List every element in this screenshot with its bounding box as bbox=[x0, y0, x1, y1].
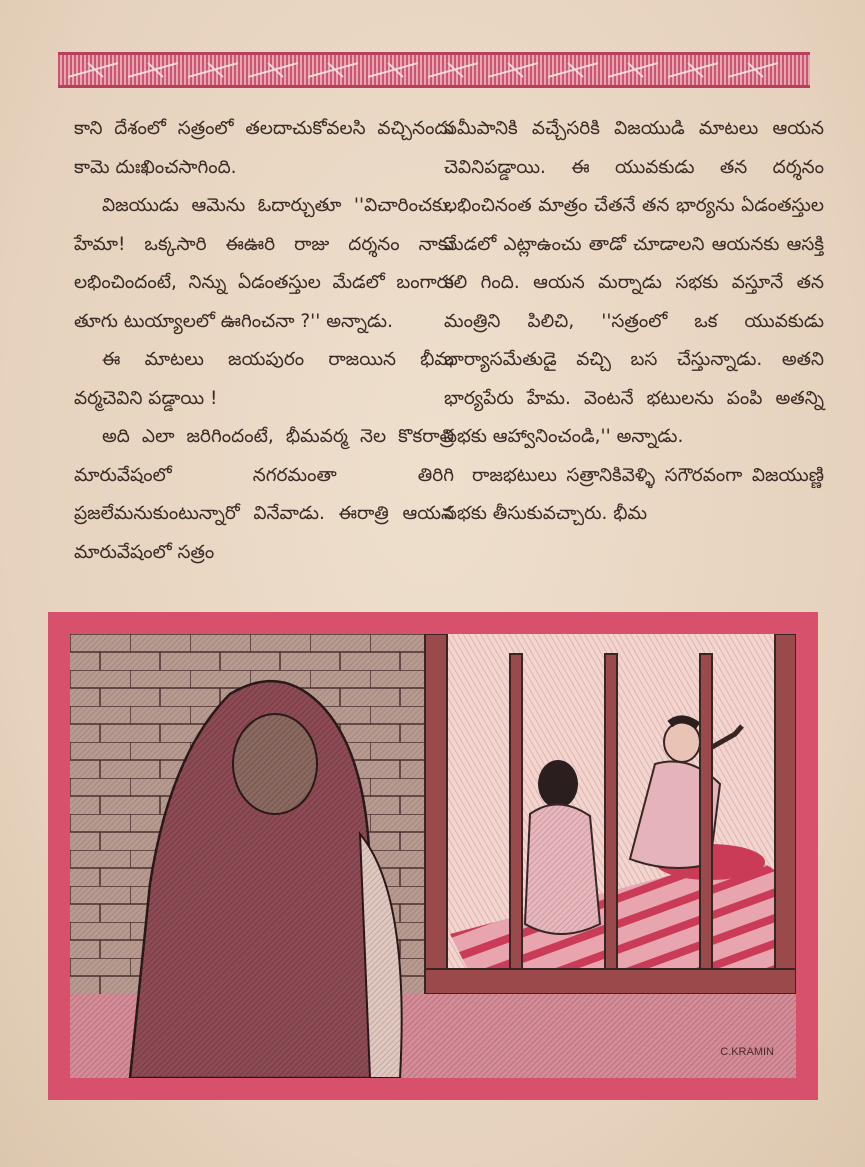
paragraph: విజయుడు ఆమెను ఓదార్చుతూ ''విచారించకు, హేమా! ఒక్కసారి ఈఊరి రాజు దర్శనం నాకు లభించిందంటే, నిన్ను ఏడంతస్తుల మేడలో బంగారు తూగు టుయ్యాలలో ఊగించనా ?'' అన్నాడు. bbox=[74, 195, 454, 332]
artist-signature: C.KRAMIN bbox=[720, 1046, 774, 1058]
text-column-right bbox=[444, 110, 824, 534]
paragraph: ఈ మాటలు జయపురం రాజయిన భీమ వర్మచెవిని పడ్డాయి ! bbox=[74, 349, 454, 409]
text-column-left bbox=[74, 110, 454, 572]
paragraph: అది ఎలా జరిగిందంటే, భీమవర్మ నెల కొకరాత్రి మారువేషంలో నగరమంతా తిరిగి ప్రజలేమనుకుంటున్నారో వినేవాడు. ఈరాత్రి ఆయన మారువేషంలో సత్రం bbox=[74, 426, 454, 563]
illustration-scene bbox=[70, 634, 796, 1078]
story-illustration bbox=[48, 612, 818, 1100]
decorative-banner bbox=[58, 52, 810, 88]
paragraph: సమీపానికి వచ్చేసరికి విజయుడి మాటలు ఆయన చెవినిపడ్డాయి. ఈ యువకుడు తన దర్శనం లభించినంత మాత్రం చేతనే తన భార్యను ఏడంతస్తుల మేడలో ఎట్లాఉంచు తాడో చూడాలని ఆయనకు ఆసక్తి కలి గింది. ఆయన మర్నాడు సభకు వస్తూనే తన మంత్రిని పిలిచి, ''సత్రంలో ఒక యువకుడు భార్యాసమేతుడై వచ్చి బస చేస్తున్నాడు. అతని భార్యపేరు హేమ. వెంటనే భటులను పంపి అతన్ని సభకు ఆహ్వానించండి,'' అన్నాడు. bbox=[444, 118, 824, 447]
paragraph: రాజభటులు సత్రానికివెళ్ళి సగౌరవంగా విజయుణ్ణి సభకు తీసుకువచ్చారు. భీమ bbox=[444, 464, 824, 524]
paragraph: కాని దేశంలో సత్రంలో తలదాచుకోవలసి వచ్చినందు కామె దుఃఖించసాగింది. bbox=[74, 118, 454, 178]
